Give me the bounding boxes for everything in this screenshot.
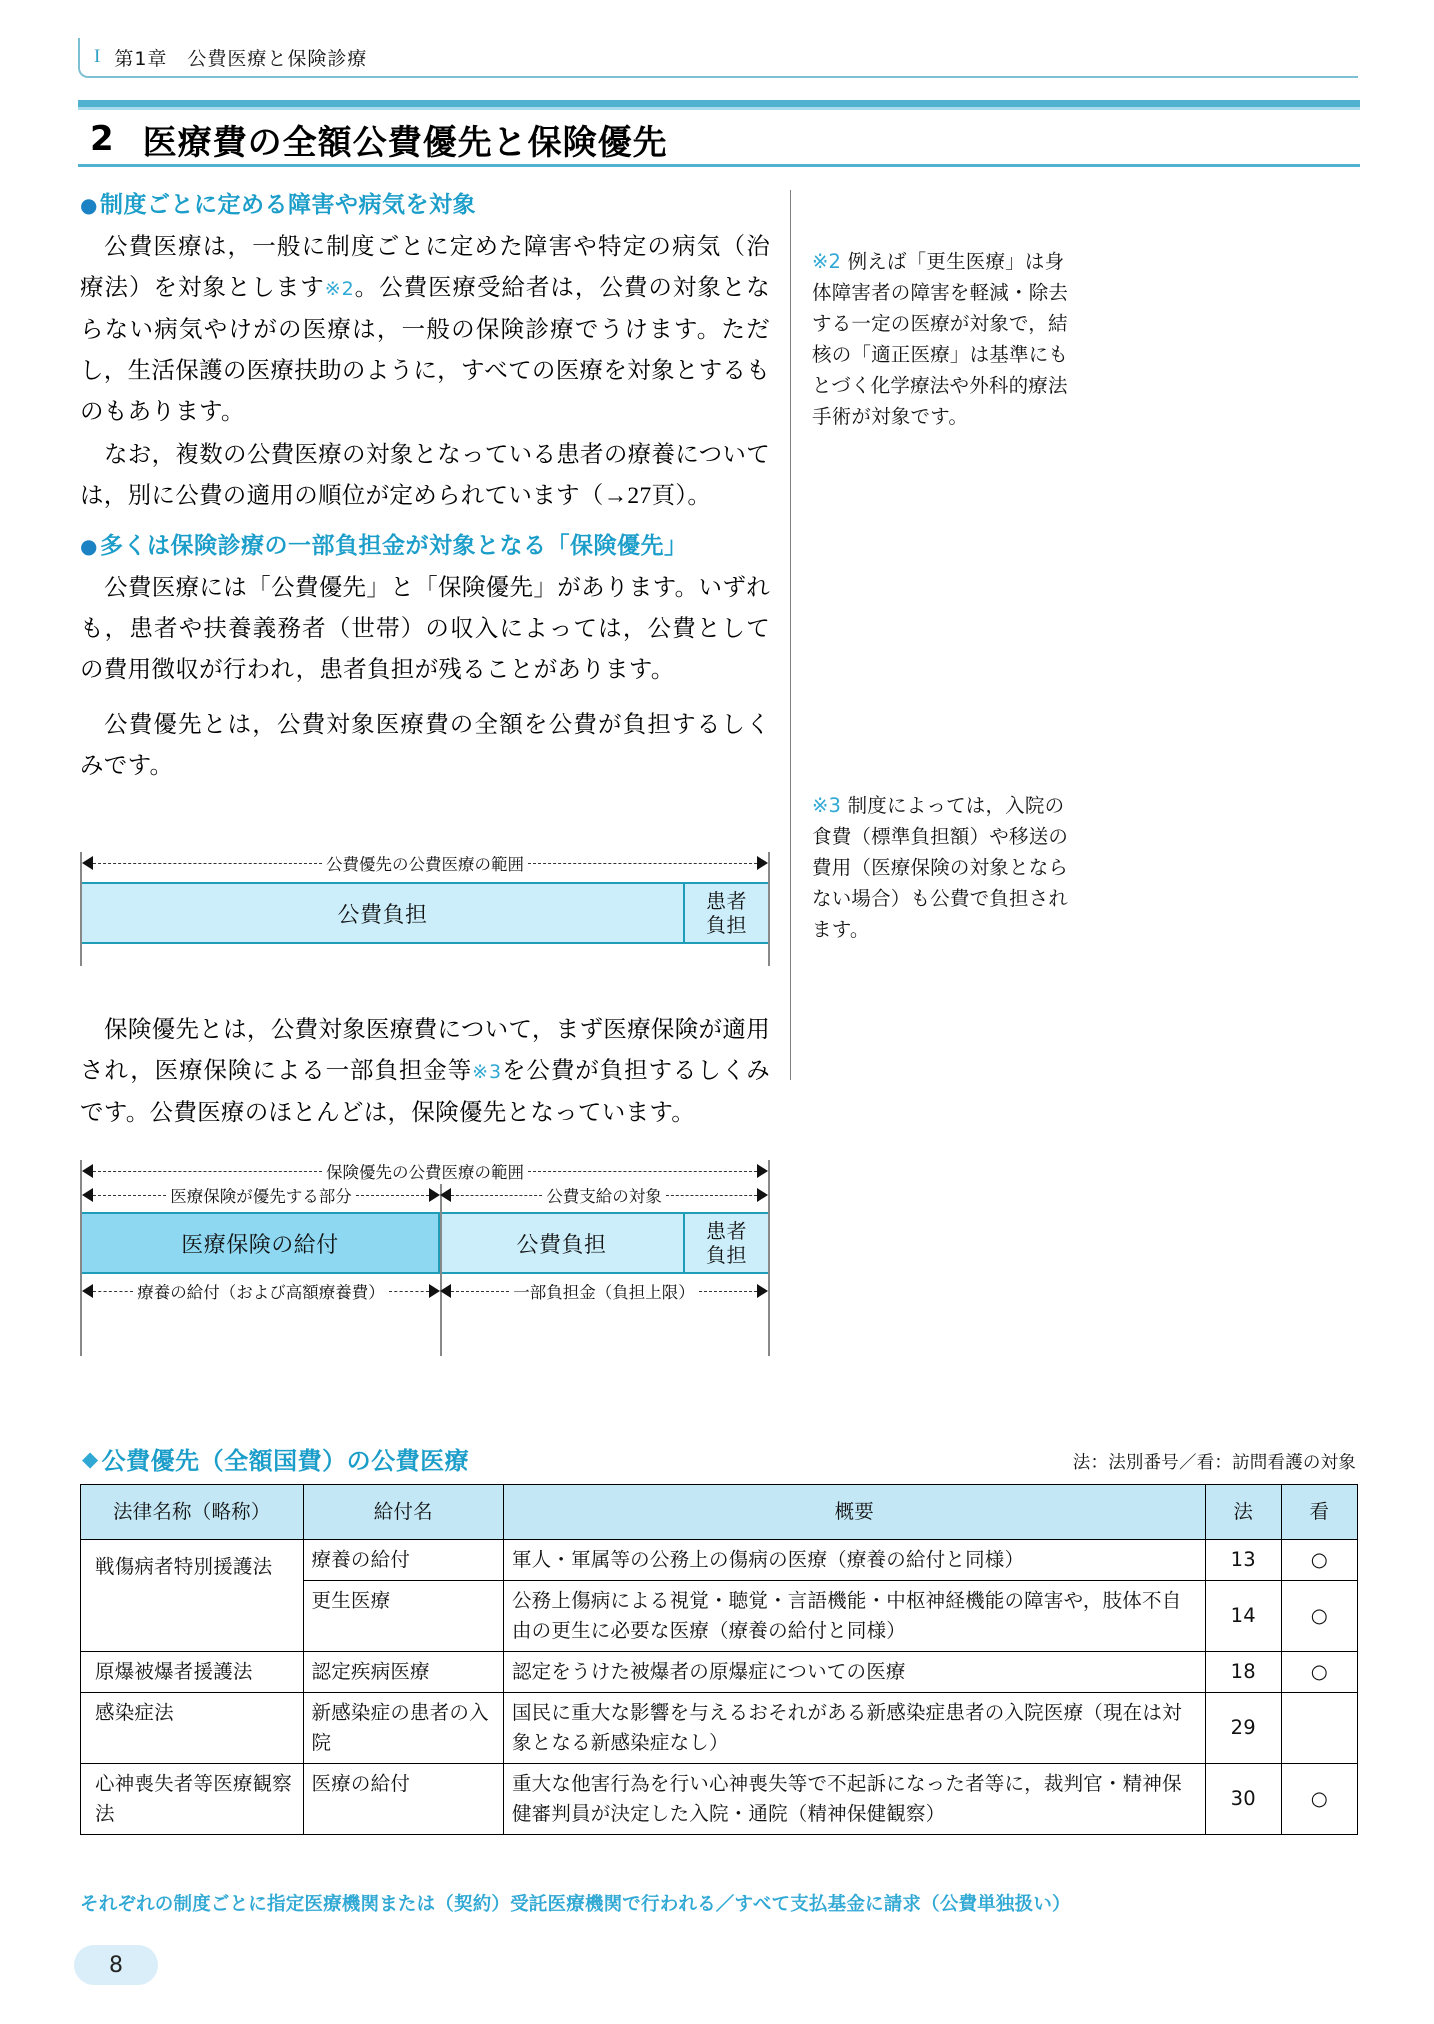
diagram2-mid-arrows <box>82 1184 768 1206</box>
table-row <box>81 1693 1358 1764</box>
section-title <box>90 112 1360 166</box>
cell-summary: 国民に重大な影響を与えるおそれがある新感染症患者の入院医療（現在は対象となる新感染症なし） <box>503 1693 1205 1764</box>
dash-line <box>699 1291 757 1292</box>
diagram2-bars <box>80 1212 770 1274</box>
dash-line <box>528 863 757 864</box>
table-legend: 法：法別番号／看：訪問看護の対象 <box>1072 1453 1356 1473</box>
col-summary: 概要 <box>503 1485 1205 1540</box>
table-title <box>82 1441 469 1476</box>
diagram2-right-tick <box>768 1160 770 1356</box>
diagram1-patient-bar <box>685 882 770 944</box>
cell-law: 原爆被爆者援護法 <box>81 1652 304 1693</box>
cell-summary: 重大な他害行為を行い心神喪失等で不起訴になった者等に，裁判官・精神保健審判員が決定した入院・通院（精神保健観察） <box>503 1764 1205 1835</box>
footnote-ref-3: ※3 <box>472 1061 502 1083</box>
section-rule-bottom <box>78 164 1360 167</box>
paragraph-3: 公費医療には「公費優先」と「保険優先」があります。いずれも，患者や扶養義務者（世帯）の収入によっては，公費としての費用徴収が行われ，患者負担が残ることがあります。 <box>80 575 770 683</box>
dash-line <box>356 1195 429 1196</box>
cell-summary: 認定をうけた被爆者の原爆症についての医療 <box>503 1652 1205 1693</box>
diagram1-public-bar: 公費負担 <box>80 882 685 944</box>
arrow-right-icon <box>757 1284 768 1298</box>
col-law: 法律名称（略称） <box>81 1485 304 1540</box>
dash-line <box>451 1195 542 1196</box>
table-row <box>81 1764 1358 1835</box>
chapter-title: 第1章 公費医療と保険診療 <box>114 47 368 70</box>
diagram2-insurance-label: 医療保険が優先する部分 <box>170 1187 352 1206</box>
arrow-right-icon <box>429 1284 440 1298</box>
cell-code: 14 <box>1205 1581 1281 1652</box>
dash-line <box>93 1291 133 1292</box>
diagram2-range-arrow <box>82 1160 768 1182</box>
running-head <box>78 38 1358 78</box>
cell-law: 感染症法 <box>81 1693 304 1764</box>
paragraph-1a: 公費医療は，一般に制度ごとに定めた障害や特定の病気（治療法）を対象とします <box>80 234 770 301</box>
diagram-public-priority <box>80 852 770 944</box>
subheading-1-text: 制度ごとに定める障害や病気を対象 <box>99 192 476 218</box>
cell-visit: ○ <box>1281 1652 1357 1693</box>
arrow-right-icon <box>757 856 768 870</box>
cell-visit: ○ <box>1281 1540 1357 1581</box>
dash-line <box>528 1171 757 1172</box>
part-numeral: I <box>94 46 101 67</box>
diagram2-patient-line1: 患者 <box>706 1219 747 1243</box>
arrow-right-icon <box>757 1164 768 1178</box>
diagram1-range-arrow <box>82 852 768 874</box>
bullet-circle-icon-2: ● <box>80 534 98 558</box>
dash-line <box>666 1195 757 1196</box>
sidenote-2 <box>812 246 1077 432</box>
diagram1-right-tick <box>768 852 770 966</box>
sidenote-3-text: 制度によっては，入院の食費（標準負担額）や移送の費用（医療保険の対象とならない場合）も公費で負担されます。 <box>812 794 1069 941</box>
diagram1-patient-line1: 患者 <box>706 889 747 913</box>
public-priority-table <box>80 1484 1358 1835</box>
arrow-left-icon <box>82 1164 93 1178</box>
diagram-insurance-priority <box>80 1160 770 1302</box>
dash-line <box>93 863 322 864</box>
diagram2-bottom-arrows <box>82 1280 768 1302</box>
diagram2-patient-bar <box>685 1212 770 1274</box>
cell-visit: ○ <box>1281 1581 1357 1652</box>
paragraph-2: なお，複数の公費医療の対象となっている患者の療養については，別に公費の適用の順位が定められています（→27頁）。 <box>80 442 770 509</box>
column-divider <box>790 190 791 1080</box>
section-title-text: 医療費の全額公費優先と保険優先 <box>142 122 668 163</box>
sidenote-2-tag: ※2 <box>812 250 842 273</box>
cell-code: 13 <box>1205 1540 1281 1581</box>
cell-law: 戦傷病者特別援護法 <box>81 1540 304 1652</box>
paragraph-5 <box>80 1010 770 1134</box>
subheading-2 <box>80 527 770 560</box>
subheading-2-text: 多くは保険診療の一部負担金が対象となる「保険優先」 <box>99 533 688 559</box>
footnote-ref-2: ※2 <box>324 278 354 300</box>
subheading-1 <box>80 186 770 219</box>
cell-law: 心神喪失者等医療観察法 <box>81 1764 304 1835</box>
cell-code: 18 <box>1205 1652 1281 1693</box>
main-column <box>80 178 770 789</box>
sidenote-2-text: 例えば「更生医療」は身体障害者の障害を軽減・除去する一定の医療が対象で，結核の「適正医療」は基準にもとづく化学療法や外科的療法手術が対象です。 <box>812 250 1069 428</box>
col-benefit: 給付名 <box>303 1485 503 1540</box>
table-title-text: 公費優先（全額国費）の公費医療 <box>101 1447 470 1475</box>
diagram2-insurance-bar: 医療保険の給付 <box>80 1212 440 1274</box>
arrow-right-icon <box>757 1188 768 1202</box>
cell-benefit: 新感染症の患者の入院 <box>303 1693 503 1764</box>
diagram2-patient-line2: 負担 <box>706 1243 747 1267</box>
cell-benefit: 医療の給付 <box>303 1764 503 1835</box>
dash-line <box>451 1291 509 1292</box>
table-footnote: それぞれの制度ごとに指定医療機関または（契約）受託医療機関で行われる／すべて支払基金に請求（公費単独扱い） <box>80 1894 1071 1915</box>
section-number: 2 <box>90 119 115 159</box>
bullet-circle-icon: ● <box>80 193 98 217</box>
table-row <box>81 1540 1358 1581</box>
arrow-left-icon <box>82 856 93 870</box>
diagram2-care-arrow <box>82 1280 440 1302</box>
cell-benefit: 療養の給付 <box>303 1540 503 1581</box>
cell-code: 29 <box>1205 1693 1281 1764</box>
paragraph-1b: 。公費医療受給者は，公費の対象とならない病気やけがの医療は，一般の保険診療でうけます。ただし，生活保護の医療扶助のように，すべての医療を対象とするものもあります。 <box>80 275 771 425</box>
section-rule-top <box>78 100 1360 107</box>
cell-code: 30 <box>1205 1764 1281 1835</box>
sidenote-3 <box>812 790 1077 945</box>
paragraph-5a: 保険優先とは，公費対象医療費について，まず医療保険が適用され，医療保険による一部負担金等 <box>80 1017 770 1084</box>
table-header-row <box>81 1485 1358 1540</box>
table-row <box>81 1652 1358 1693</box>
sidenote-3-tag: ※3 <box>812 794 842 817</box>
diagram2-range-label: 保険優先の公費医療の範囲 <box>326 1163 524 1182</box>
diagram2-mid-tick <box>440 1184 442 1356</box>
dash-line <box>93 1171 322 1172</box>
diagram2-insurance-arrow <box>82 1184 440 1206</box>
diamond-icon: ◆ <box>82 1446 99 1471</box>
page-number: 8 <box>74 1945 158 1985</box>
diagram2-copay-label: 一部負担金（負担上限） <box>513 1283 695 1302</box>
paragraph-5-wrap <box>80 1010 770 1136</box>
dash-line <box>93 1195 166 1196</box>
col-code: 法 <box>1205 1485 1281 1540</box>
paragraph-5b: を公費が負担するしくみです。公費医療のほとんどは，保険優先となっています。 <box>80 1058 770 1126</box>
diagram2-copay-arrow <box>440 1280 768 1302</box>
cell-benefit: 更生医療 <box>303 1581 503 1652</box>
diagram2-public-bar: 公費負担 <box>440 1212 685 1274</box>
paragraph-1 <box>80 227 770 433</box>
cell-summary: 公務上傷病による視覚・聴覚・言語機能・中枢神経機能の障害や，肢体不自由の更生に必要な医療（療養の給付と同様） <box>503 1581 1205 1652</box>
diagram2-care-label: 療養の給付（および高額療養費） <box>137 1283 385 1302</box>
dash-line <box>389 1291 429 1292</box>
diagram2-public-arrow <box>440 1184 768 1206</box>
paragraph-4: 公費優先とは，公費対象医療費の全額を公費が負担するしくみです。 <box>80 712 770 779</box>
cell-summary: 軍人・軍属等の公務上の傷病の医療（療養の給付と同様） <box>503 1540 1205 1581</box>
arrow-left-icon <box>82 1284 93 1298</box>
cell-visit <box>1281 1693 1357 1764</box>
diagram2-public-label: 公費支給の対象 <box>546 1187 662 1206</box>
diagram1-range-label: 公費優先の公費医療の範囲 <box>326 855 524 874</box>
cell-benefit: 認定疾病医療 <box>303 1652 503 1693</box>
arrow-right-icon <box>429 1188 440 1202</box>
col-visit: 看 <box>1281 1485 1357 1540</box>
diagram1-bars <box>80 882 770 944</box>
diagram1-patient-line2: 負担 <box>706 913 747 937</box>
arrow-left-icon <box>440 1284 451 1298</box>
arrow-left-icon <box>440 1188 451 1202</box>
arrow-left-icon <box>82 1188 93 1202</box>
cell-visit: ○ <box>1281 1764 1357 1835</box>
